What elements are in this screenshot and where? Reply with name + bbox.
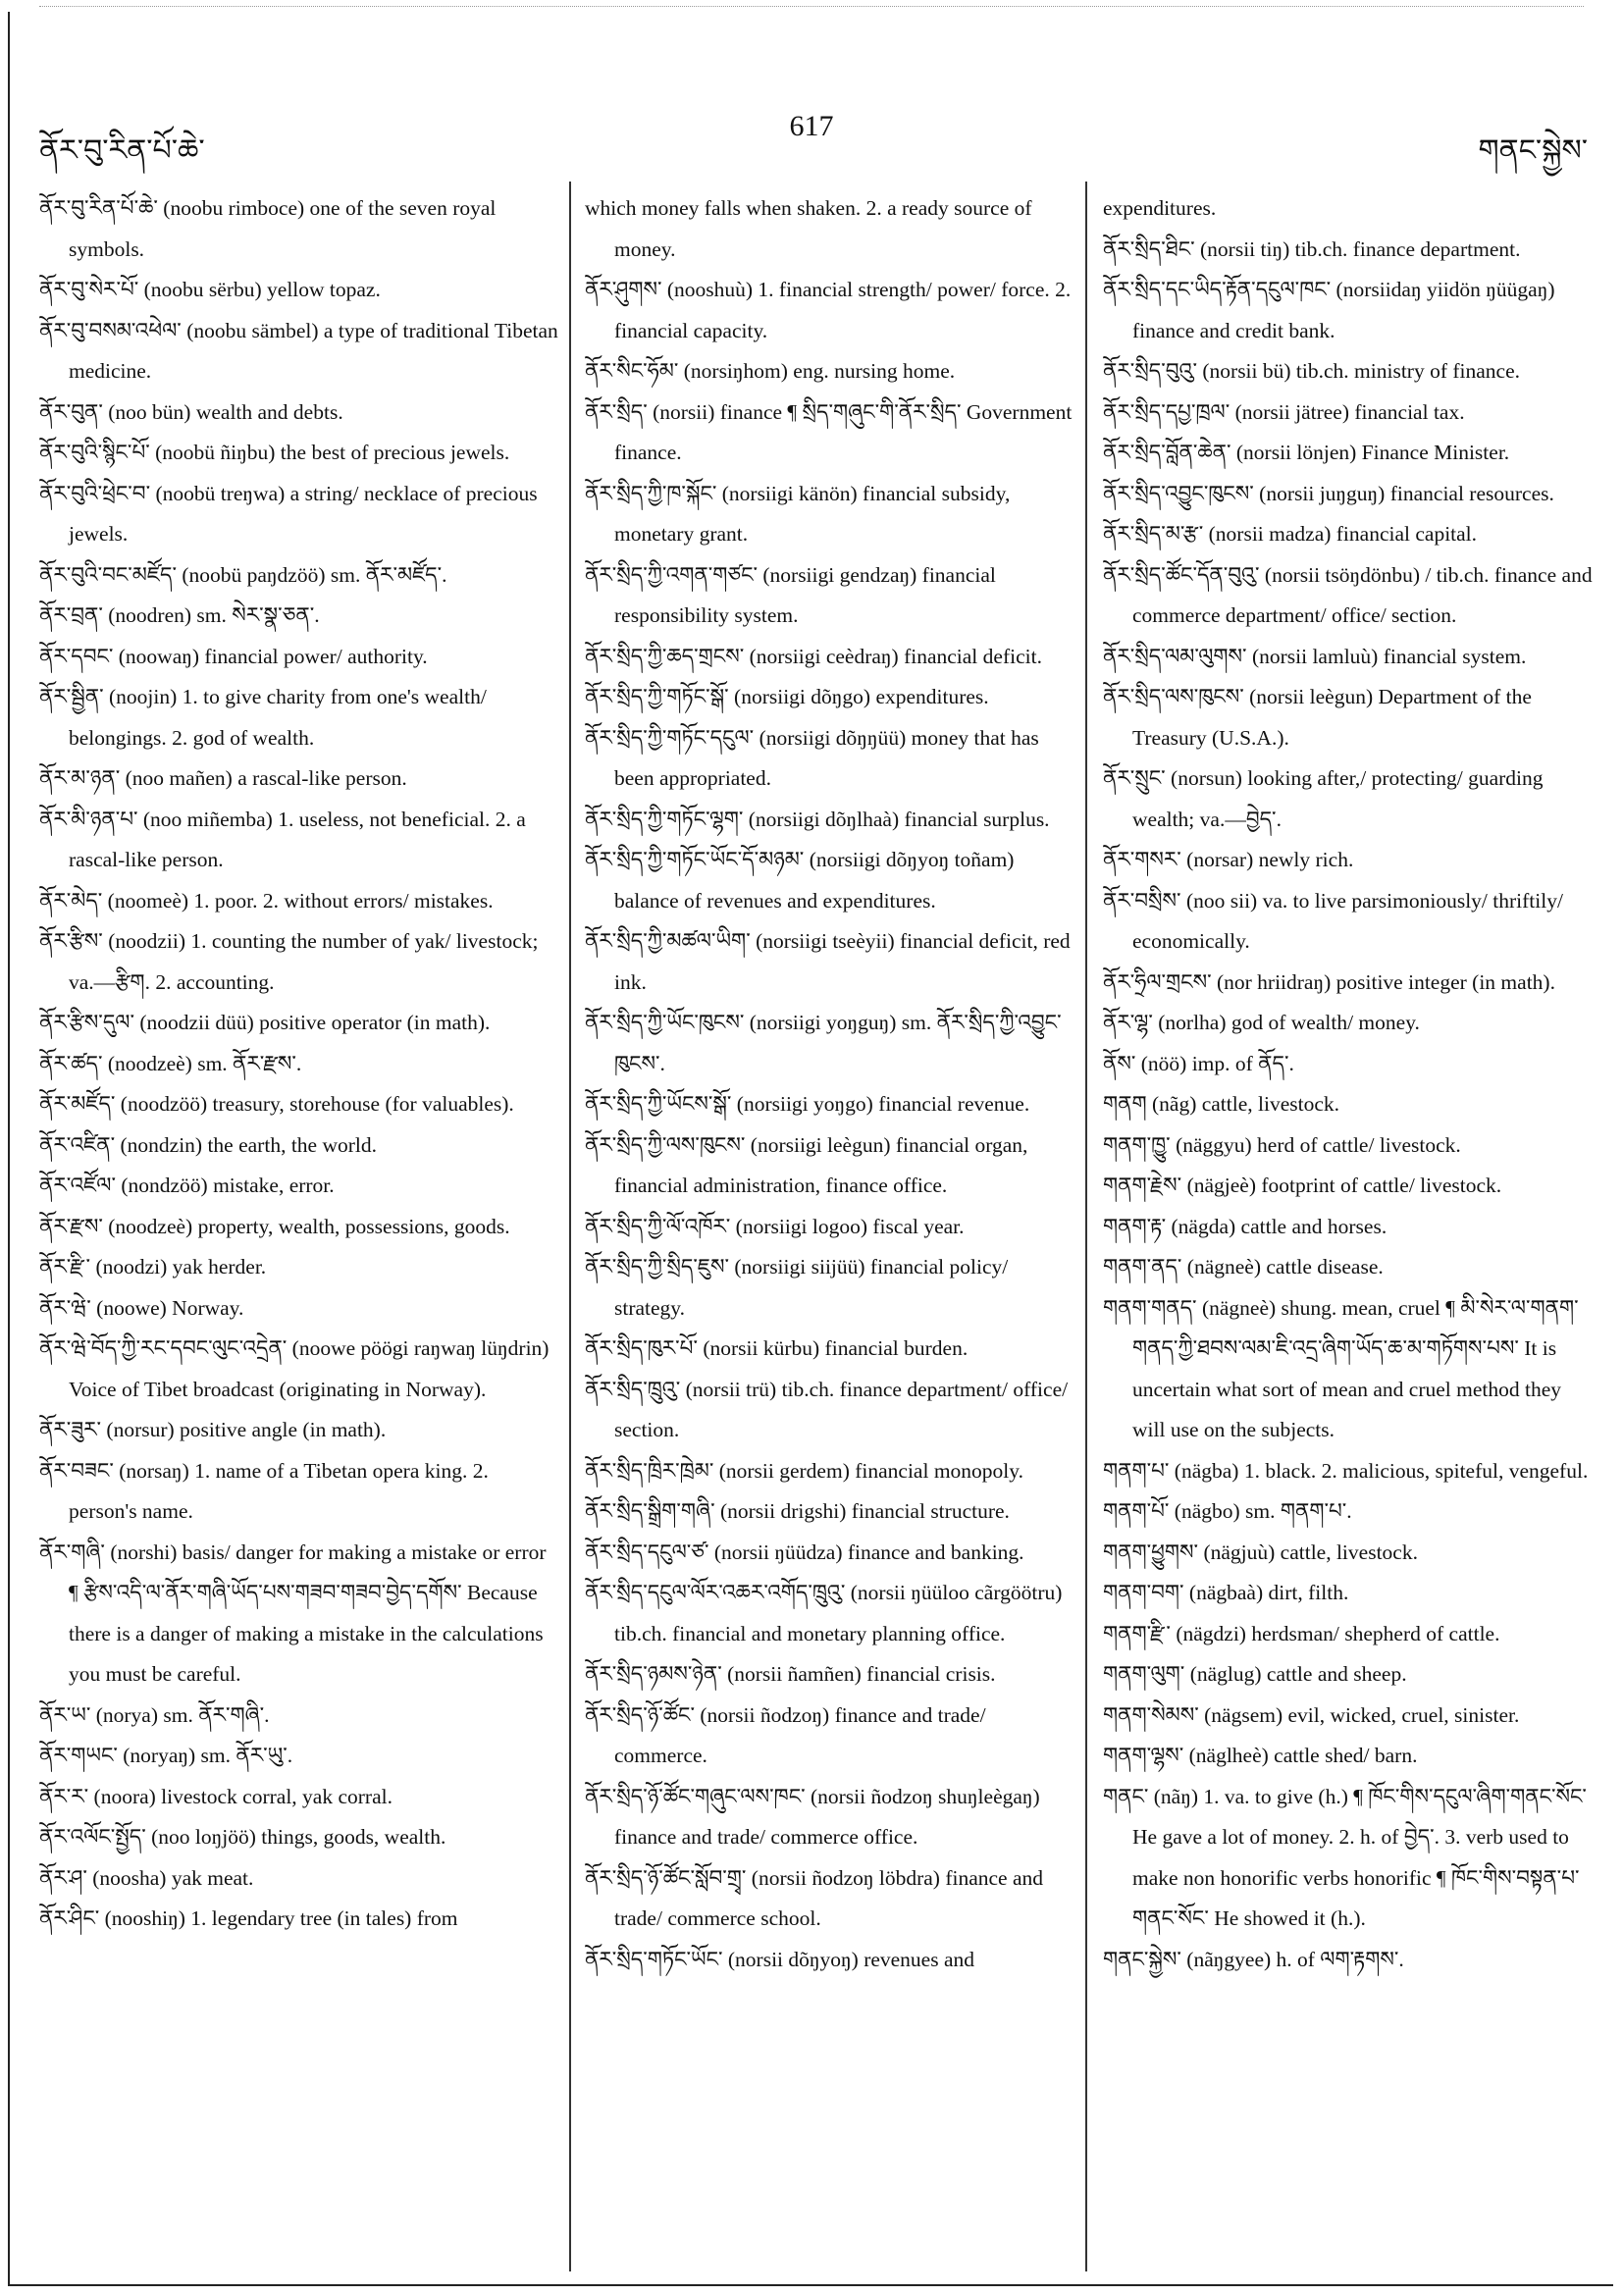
dictionary-entry: ནོར་རྩིས་དུལ་ (noodzii düü) positive operator (in math). (39, 1011, 491, 1034)
dictionary-entry: ནོར་སྲིད་ཀྱི་ཁ་སྐོང་ (norsiigi känön) financial subsidy, monetary grant. (585, 481, 1011, 546)
dictionary-entry: ནོར་ཚད་ (noodzeè) sm. ནོར་རྫས་. (39, 1051, 302, 1075)
dictionary-entry: གནག (nãg) cattle, livestock. (1103, 1092, 1340, 1116)
bottom-page-border (8, 2284, 1613, 2286)
dictionary-entry: གནག་པ་ (nägba) 1. black. 2. malicious, spiteful, vengeful. (1103, 1458, 1589, 1483)
dictionary-entry: ནོར་བུ་བསམ་འཕེལ་ (noobu sämbel) a type of traditional Tibetan medicine. (39, 318, 558, 383)
dictionary-entry: ནོས་ (nöö) imp. of ནོད་. (1103, 1051, 1294, 1075)
dictionary-entry: གནང་ (nãŋ) 1. va. to give (h.) ¶ ཁོང་གིས་དངུལ་ཞིག་གནང་སོང་ He gave a lot of money. 2. h. of བྱེད་. 3. verb used to make non honorific verbs honorific ¶ ཁོང་གིས་བསྟན་པ་གནང་སོང་ He showed it (h.). (1103, 1784, 1587, 1930)
dictionary-entry: གནག་རྟ་ (nägda) cattle and horses. (1103, 1214, 1387, 1238)
dictionary-entry: ནོར་བཟང་ (norsaŋ) 1. name of a Tibetan opera king. 2. person's name. (39, 1458, 489, 1523)
dictionary-entry: གནག་རྗེས་ (nägjeè) footprint of cattle/ livestock. (1103, 1174, 1502, 1197)
dictionary-entry: ནོར་སྲིད་ཁུར་པོ་ (norsii kürbu) financial burden. (585, 1336, 969, 1360)
dictionary-entry: ནོར་མ་ཉན་ (noo mañen) a rascal-like person. (39, 766, 407, 790)
dictionary-entry: ནོར་ཧྲིལ་གྲངས་ (nor hriidraŋ) positive integer (in math). (1103, 969, 1555, 994)
dictionary-entry: expenditures. (1103, 196, 1217, 220)
dictionary-entry: ནོར་རྫས་ (noodzeè) property, wealth, possessions, goods. (39, 1214, 510, 1238)
dictionary-entry: ནོར་སྲིད་འབྱུང་ཁུངས་ (norsii juŋguŋ) financial resources. (1103, 481, 1554, 505)
page-number: 617 (789, 110, 834, 142)
dictionary-entry: ནོར་སྲིད་ལམ་ལུགས་ (norsii lamluù) financial system. (1103, 644, 1527, 668)
dictionary-entry: ནོར་སྲིད་ཀྱི་གཏོང་ཡོང་དོ་མཉམ་ (norsiigi dõŋyoŋ toñam) balance of revenues and expenditures. (585, 848, 1015, 913)
dictionary-entry: ནོར་ཝེ་བོད་ཀྱི་རང་དབང་ལུང་འདྲེན་ (noowe pöögi raŋwaŋ lüŋdrin) Voice of Tibet broadcast (originating in Norway). (39, 1336, 550, 1401)
dictionary-entry: ནོར་བུའི་སྙིང་པོ་ (noobü ñiŋbu) the best of precious jewels. (39, 441, 510, 464)
column-divider-1 (569, 182, 571, 2271)
dictionary-entry: ནོར་བུན་ (noo bün) wealth and debts. (39, 399, 343, 424)
dictionary-entry: ནོར་སྲིད་ཀྱི་ཡོང་ཁུངས་ (norsiigi yoŋguŋ) sm. ནོར་སྲིད་ཀྱི་འབྱུང་ཁུངས་. (585, 1011, 1062, 1075)
dictionary-entry: ནོར་འལོང་སྤྱོད་ (noo loŋjöö) things, goods, wealth. (39, 1825, 446, 1849)
dictionary-entry: ནོར་བུ་རིན་པོ་ཆེ་ (noobu rimboce) one of the seven royal symbols. (39, 196, 497, 261)
column-left (39, 188, 559, 2269)
dictionary-entry: ནོར་ཟུར་ (norsur) positive angle (in math). (39, 1418, 387, 1441)
dictionary-entry: ནོར་སྲིད་ཚོང་དོན་བུའུ་ (norsii tsöŋdönbu) / tib.ch. finance and commerce department/ office/ section. (1103, 562, 1593, 627)
column-middle (585, 188, 1075, 2269)
dictionary-entry: ནོར་སྲིད་དཔྱ་ཁྲལ་ (norsii jätree) financial tax. (1103, 399, 1465, 424)
dictionary-entry: ནོར་སྲིད་དང་ཡིད་རྟོན་དངུལ་ཁང་ (norsiidaŋ yiidön ŋüügaŋ) finance and credit bank. (1103, 278, 1555, 342)
dictionary-entry: ནོར་གསར་ (norsar) newly rich. (1103, 848, 1354, 871)
dictionary-entry: ནོར་སྲིད་ (norsii) finance ¶ སྲིད་གཞུང་གི་ནོར་སྲིད་ Government finance. (585, 399, 1073, 464)
dictionary-entry: གནག་ལུག་ (näglug) cattle and sheep. (1103, 1662, 1407, 1686)
dictionary-entry: ནོར་སྲིད་ཉོ་ཚོང་ (norsii ñodzoŋ) finance and trade/ commerce. (585, 1702, 986, 1767)
dictionary-entry: which money falls when shaken. 2. a ready source of money. (585, 196, 1032, 261)
dictionary-entry: ནོར་གཞི་ (norshi) basis/ danger for making a mistake or error ¶ རྩིས་འདི་ལ་ནོར་གཞི་ཡོད་པས་གཟབ་གཟབ་བྱེད་དགོས་ Because there is a danger of making a mistake in the calculations you must be careful. (39, 1539, 547, 1686)
dictionary-entry: ནོར་སྲིད་ཀྱི་ཡོངས་སྒོ་ (norsiigi yoŋgo) financial revenue. (585, 1092, 1030, 1116)
dictionary-entry: ནོར་འཛོལ་ (nondzöö) mistake, error. (39, 1174, 335, 1197)
dictionary-entry: ནོར་ཤིང་ (nooshiŋ) 1. legendary tree (in tales) from (39, 1906, 458, 1930)
dictionary-entry: ནོར་སྲིད་ཉོ་ཚོང་སློབ་གྲྭ་ (norsii ñodzoŋ löbdra) finance and trade/ commerce school. (585, 1865, 1044, 1930)
dictionary-entry: གནག་ཁྱུ་ (näggyu) herd of cattle/ livestock. (1103, 1132, 1461, 1157)
dictionary-entry: ནོར་སྲིད་བློན་ཆེན་ (norsii lönjen) Finance Minister. (1103, 441, 1510, 464)
dictionary-entry: ནོར་སྦྱིན་ (noojin) 1. to give charity from one's wealth/ belongings. 2. god of wealth. (39, 685, 487, 750)
dictionary-entry: ནོར་སྲིད་ཀྱི་གཏོང་དངུལ་ (norsiigi dõŋŋüü) money that has been appropriated. (585, 725, 1039, 790)
dictionary-entry: ནོར་ར་ (noora) livestock corral, yak corral. (39, 1784, 393, 1808)
dictionary-entry: ནོར་སྲུང་ (norsun) looking after,/ protecting/ guarding wealth; va.—བྱེད་. (1103, 766, 1544, 831)
dictionary-entry: ནོར་རྩིས་ (noodzii) 1. counting the number of yak/ livestock; va.—རྩིག. 2. accounting. (39, 929, 539, 994)
dictionary-entry: ནོར་འཛིན་ (nondzin) the earth, the world. (39, 1132, 377, 1157)
dictionary-entry: གནག་བག་ (nägbaà) dirt, filth. (1103, 1581, 1349, 1604)
dictionary-entry: ནོར་ཤ་ (noosha) yak meat. (39, 1865, 254, 1890)
dictionary-entry: ནོར་སྲིད་བུའུ་ (norsii bü) tib.ch. ministry of finance. (1103, 359, 1520, 383)
dictionary-entry: ནོར་སྲིད་ཉོ་ཚོང་གཞུང་ལས་ཁང་ (norsii ñodzoŋ shuŋleègaŋ) finance and trade/ commerce office. (585, 1784, 1040, 1849)
dictionary-entry: གནག་པོ་ (nägbo) sm. གནག་པ་. (1103, 1499, 1352, 1523)
dictionary-entry: ནོར་སྲིད་དངུལ་ལོར་འཆར་འགོད་ཁྲུའུ་ (norsii ŋüüloo cãrgöötru) tib.ch. financial and monetary planning office. (585, 1581, 1063, 1645)
left-guide-word: ནོར་བུ་རིན་པོ་ཆེ་ (39, 133, 205, 168)
dictionary-entry: གནག་ཕྱུགས་ (nägjuù) cattle, livestock. (1103, 1539, 1418, 1564)
dictionary-entry: ནོར་རྫི་ (noodzi) yak herder. (39, 1255, 267, 1278)
dictionary-entry: ནོར་སྲིད་ཀྱི་ལས་ཁུངས་ (norsiigi leègun) financial organ, financial administration, finance office. (585, 1132, 1028, 1197)
dictionary-entry: གནག་གནད་ (nägneè) shung. mean, cruel ¶ མི་སེར་ལ་གནག་གནད་ཀྱི་ཐབས་ལམ་ཇི་འདྲ་ཞིག་ཡོད་ཆ་མ་གཏོགས་པས་ It is uncertain what sort of mean and cruel method they will use on the subjects. (1103, 1295, 1579, 1441)
dictionary-entry: ནོར་སྲིད་ཀྱི་ལོ་འཁོར་ (norsiigi logoo) fiscal year. (585, 1214, 965, 1238)
dictionary-entry: ནོར་སིང་ཧོམ་ (norsiŋhom) eng. nursing home. (585, 359, 956, 383)
dictionary-entry: ནོར་བྲན་ (noodren) sm. སེར་སྣ་ཅན་. (39, 603, 320, 627)
column-divider-2 (1085, 182, 1087, 2271)
dictionary-entry: ནོར་ཡ་ (norya) sm. ནོར་གཞི་. (39, 1702, 270, 1727)
dictionary-entry: ནོར་སྲིད་ཀྱི་གཏོང་སྒོ་ (norsiigi dõŋgo) expenditures. (585, 685, 989, 708)
dictionary-entry: གནང་སྐྱེས་ (nãŋgyee) h. of ལག་རྟགས་. (1103, 1947, 1404, 1971)
dictionary-entry: ནོར་སྲིད་སྒྲིག་གཞི་ (norsii drigshi) financial structure. (585, 1499, 1010, 1523)
dictionary-entry: ནོར་སྲིད་ཉམས་ཉེན་ (norsii ñamñen) financial crisis. (585, 1662, 996, 1686)
dictionary-entry: ནོར་སྲིད་གཏོང་ཡོང་ (norsii dõŋyoŋ) revenues and (585, 1947, 975, 1971)
dictionary-entry: ནོར་སྲིད་ཁྲུའུ་ (norsii trü) tib.ch. finance department/ office/ section. (585, 1377, 1069, 1441)
dictionary-entry: ནོར་སྲིད་ཀྱི་ཆད་གྲངས་ (norsiigi ceèdraŋ) financial deficit. (585, 644, 1042, 668)
dictionary-entry: གནག་རྫི་ (nägdzi) herdsman/ shepherd of cattle. (1103, 1621, 1500, 1645)
dictionary-entry: ནོར་དབང་ (noowaŋ) financial power/ authority. (39, 644, 428, 668)
dictionary-entry: ནོར་བསྲིས་ (noo sii) va. to live parsimoniously/ thriftily/ economically. (1103, 888, 1563, 953)
top-scan-edge (39, 6, 1584, 7)
dictionary-entry: ནོར་བུའི་བང་མཛོད་ (noobü paŋdzöö) sm. ནོར་མཛོད་. (39, 562, 447, 587)
dictionary-entry: ནོར་སྲིད་ལས་ཁུངས་ (norsii leègun) Department of the Treasury (U.S.A.). (1103, 685, 1532, 750)
dictionary-entry: གནག་སེམས་ (nägsem) evil, wicked, cruel, sinister. (1103, 1702, 1520, 1727)
dictionary-entry: ནོར་མི་ཉན་པ་ (noo miñemba) 1. useless, not beneficial. 2. a rascal-like person. (39, 807, 526, 871)
dictionary-entry: གནག་ལྷས་ (näglheè) cattle shed/ barn. (1103, 1744, 1418, 1767)
dictionary-entry: ནོར་སྲིད་ཀྱི་མཚལ་ཡིག་ (norsiigi tseèyii) financial deficit, red ink. (585, 929, 1071, 994)
dictionary-entry: ནོར་སྲིད་དངུལ་ཙ་ (norsii ŋüüdza) finance and banking. (585, 1539, 1024, 1564)
right-guide-word: གནང་སྐྱེས་ (1478, 133, 1588, 168)
running-header (0, 108, 1623, 167)
dictionary-entry: ནོར་སྲིད་ཀྱི་གཏོང་ལྷག་ (norsiigi dõŋlhaà) financial surplus. (585, 807, 1050, 831)
left-page-border (8, 12, 10, 2286)
column-right (1103, 188, 1594, 2269)
dictionary-entry: ནོར་སྲིད་མ་རྩ་ (norsii madza) financial capital. (1103, 522, 1478, 546)
dictionary-entry: ནོར་སྲིད་ཁྲིར་ཁྲེམ་ (norsii gerdem) financial monopoly. (585, 1458, 1023, 1483)
dictionary-entry: ནོར་ཝེ་ (noowe) Norway. (39, 1295, 244, 1320)
dictionary-entry: ནོར་སྲིད་ཀྱི་སྲིད་ཇུས་ (norsiigi siijüü) financial policy/ strategy. (585, 1255, 1009, 1320)
dictionary-entry: ནོར་སྲིད་ཀྱི་འགན་གཙང་ (norsiigi gendzaŋ) financial responsibility system. (585, 562, 996, 627)
dictionary-entry: ནོར་ལྷ་ (norlha) god of wealth/ money. (1103, 1011, 1420, 1034)
dictionary-entry: ནོར་སྲིད་ཐིང་ (norsii tiŋ) tib.ch. finance department. (1103, 236, 1521, 261)
dictionary-entry: ནོར་བུའི་ཕྲེང་བ་ (noobü treŋwa) a string/ necklace of precious jewels. (39, 481, 538, 546)
dictionary-entry: ནོར་ཤུགས་ (nooshuù) 1. financial strength/ power/ force. 2. financial capacity. (585, 278, 1072, 342)
dictionary-entry: གནག་ནད་ (nägneè) cattle disease. (1103, 1255, 1384, 1278)
dictionary-entry: ནོར་མཛོད་ (noodzöö) treasury, storehouse (for valuables). (39, 1092, 514, 1116)
dictionary-entry: ནོར་མེད་ (noomeè) 1. poor. 2. without errors/ mistakes. (39, 888, 494, 913)
dictionary-entry: ནོར་གཡང་ (noryaŋ) sm. ནོར་ཡུ་. (39, 1744, 293, 1767)
dictionary-entry: ནོར་བུ་སེར་པོ་ (noobu sërbu) yellow topaz. (39, 278, 381, 301)
